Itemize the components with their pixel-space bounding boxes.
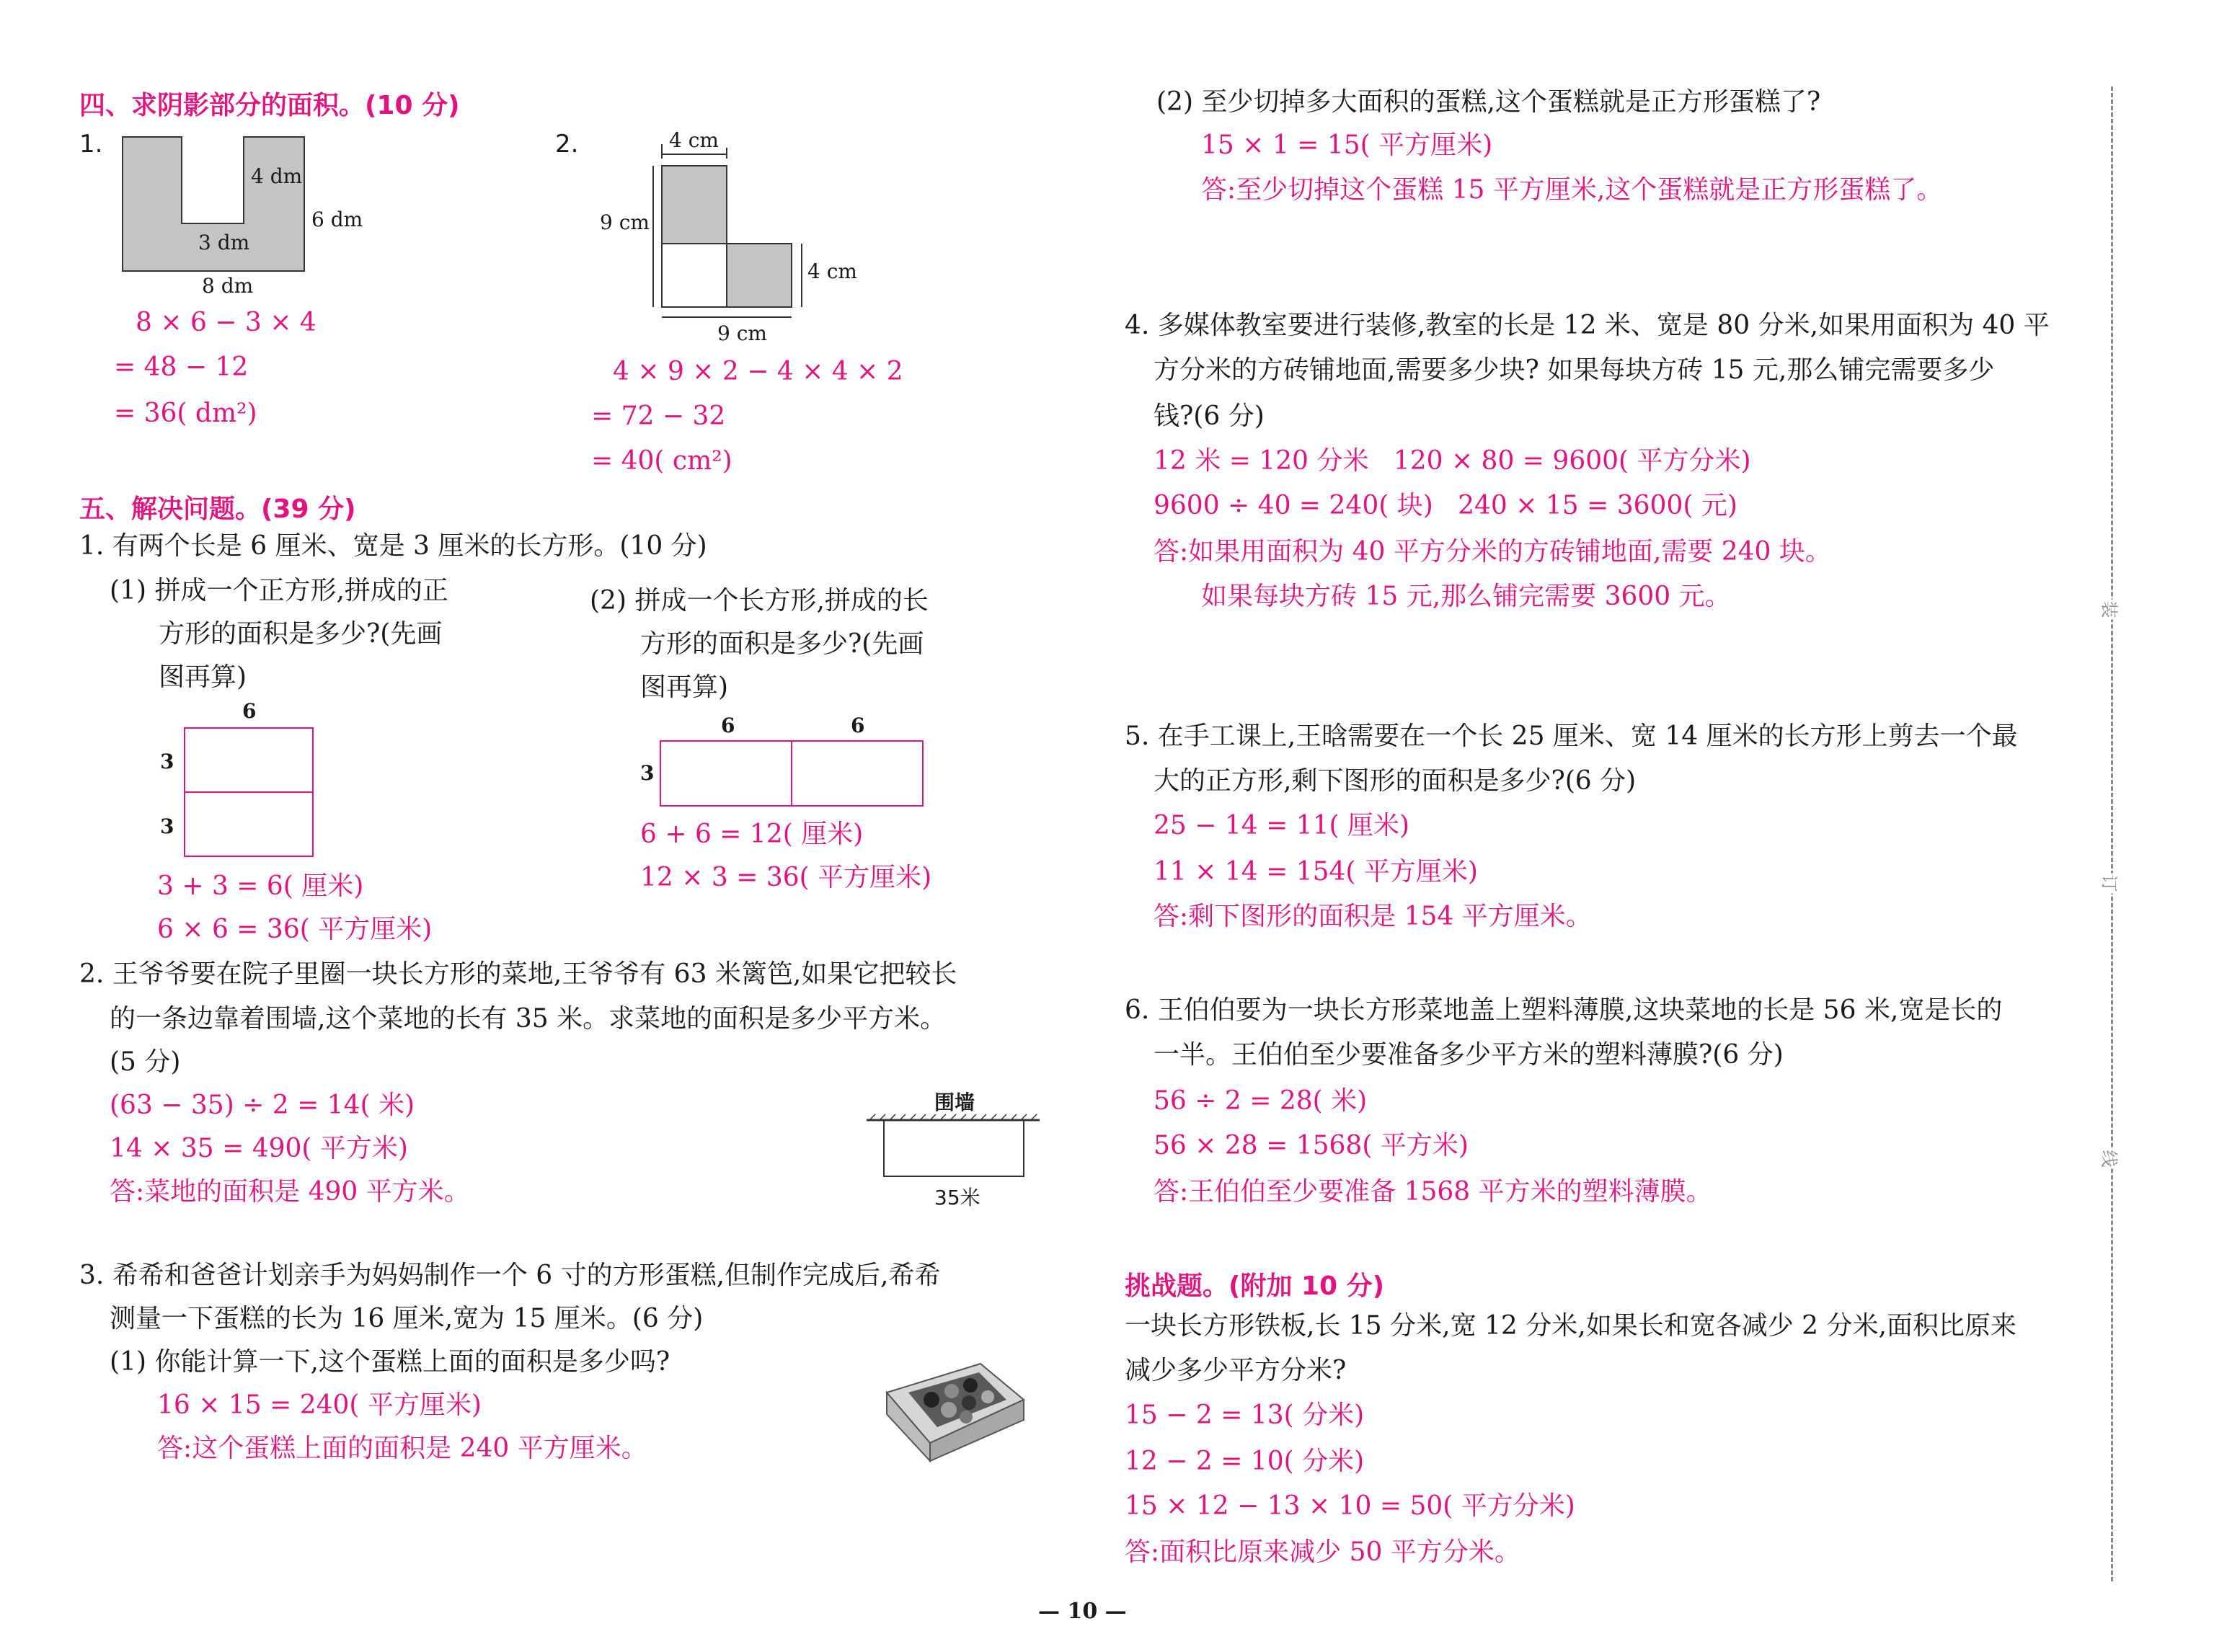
- page-number: — 10 —: [1038, 1599, 1127, 1624]
- problem-number: 1.: [79, 130, 103, 159]
- wall-label: 围墙: [934, 1091, 975, 1114]
- dim-label: 6: [721, 714, 735, 737]
- solution-line: 15 × 1 = 15( 平方厘米): [1201, 130, 1493, 160]
- label-9cm-left: 9 cm: [600, 210, 650, 234]
- q1-part2-line: 方形的面积是多少?(先画: [640, 629, 924, 659]
- answer-line: 如果每块方砖 15 元,那么铺完需要 3600 元。: [1201, 582, 1731, 611]
- question-3-line: 3. 希希和爸爸计划亲手为妈妈制作一个 6 寸的方形蛋糕,但制作完成后,希希: [79, 1261, 941, 1290]
- solution-line: 16 × 15 = 240( 平方厘米): [157, 1390, 482, 1420]
- l-shape-figure: [634, 144, 851, 332]
- answer-line: 答:菜地的面积是 490 平方米。: [110, 1177, 470, 1207]
- binding-mark: 线: [2096, 1149, 2127, 1169]
- question-4-line: 方分米的方砖铺地面,需要多少块? 如果每块方砖 15 元,那么铺完需要多少: [1154, 355, 1995, 385]
- question-6-line: 6. 王伯伯要为一块长方形菜地盖上塑料薄膜,这块菜地的长是 56 米,宽是长的: [1125, 995, 2003, 1025]
- section-5-title: 五、解决问题。(39 分): [79, 494, 356, 524]
- label-6dm: 6 dm: [311, 208, 363, 231]
- label-3dm: 3 dm: [198, 231, 250, 254]
- solution-line: 56 × 28 = 1568( 平方米): [1154, 1131, 1469, 1160]
- q1-part2-line: 图再算): [640, 672, 729, 702]
- answer-line: 答:剩下图形的面积是 154 平方厘米。: [1154, 902, 1592, 931]
- solution-line: = 48 − 12: [114, 352, 249, 382]
- q1-part2-line: (2) 拼成一个长方形,拼成的长: [590, 586, 929, 616]
- length-label: 35米: [934, 1186, 980, 1209]
- shaded-top-square: [662, 166, 727, 244]
- solution-line: 11 × 14 = 154( 平方厘米): [1154, 857, 1478, 887]
- question-2-line: 2. 王爷爷要在院子里圈一块长方形的菜地,王爷爷有 63 米篱笆,如果它把较长: [79, 959, 957, 989]
- q1-part1-line: 方形的面积是多少?(先画: [159, 619, 443, 649]
- solution-line: = 72 − 32: [591, 401, 726, 431]
- answer-line: 答:这个蛋糕上面的面积是 240 平方厘米。: [157, 1434, 647, 1463]
- label-8dm: 8 dm: [202, 274, 254, 298]
- challenge-line: 减少多少平方分米?: [1125, 1356, 1347, 1385]
- question-6-line: 一半。王伯伯至少要准备多少平方米的塑料薄膜?(6 分): [1154, 1040, 1784, 1070]
- answer-line: 答:王伯伯至少要准备 1568 平方米的塑料薄膜。: [1154, 1177, 1712, 1207]
- label-9cm-bottom: 9 cm: [717, 321, 767, 345]
- solution-line: 15 − 2 = 13( 分米): [1125, 1400, 1365, 1430]
- dim-label: 3: [160, 750, 174, 773]
- question-3-line: 测量一下蛋糕的长为 16 厘米,宽为 15 厘米。(6 分): [110, 1304, 704, 1333]
- solution-line: 3 + 3 = 6( 厘米): [157, 871, 364, 901]
- solution-line: 56 ÷ 2 = 28( 米): [1154, 1086, 1368, 1116]
- challenge-line: 一块长方形铁板,长 15 分米,宽 12 分米,如果长和宽各减少 2 分米,面积比原来: [1125, 1311, 2016, 1341]
- question-2-line: (5 分): [110, 1047, 181, 1077]
- solution-line: 12 − 2 = 10( 分米): [1125, 1447, 1365, 1476]
- solution-line: 6 + 6 = 12( 厘米): [640, 820, 864, 849]
- solution-line: = 40( cm²): [591, 446, 732, 476]
- question-1: 1. 有两个长是 6 厘米、宽是 3 厘米的长方形。(10 分): [79, 531, 707, 561]
- question-3-part1: (1) 你能计算一下,这个蛋糕上面的面积是多少吗?: [110, 1347, 670, 1377]
- question-4-line: 钱?(6 分): [1154, 401, 1265, 431]
- cake-image: [880, 1349, 1031, 1465]
- dim-label: 3: [640, 761, 655, 785]
- dim-label: 6: [851, 714, 865, 737]
- garden-diagram: [864, 1113, 1044, 1192]
- question-4-line: 4. 多媒体教室要进行装修,教室的长是 12 米、宽是 80 分米,如果用面积为 40 平: [1125, 311, 2050, 340]
- answer-line: 答:至少切掉这个蛋糕 15 平方厘米,这个蛋糕就是正方形蛋糕了。: [1201, 175, 1943, 205]
- solution-line: 12 × 3 = 36( 平方厘米): [640, 863, 932, 892]
- label-4cm-top: 4 cm: [669, 128, 719, 152]
- solution-line: 6 × 6 = 36( 平方厘米): [157, 915, 433, 944]
- question-3-part2: (2) 至少切掉多大面积的蛋糕,这个蛋糕就是正方形蛋糕了?: [1156, 87, 1821, 117]
- solution-line: = 36( dm²): [114, 399, 257, 428]
- garden-outline: [884, 1120, 1024, 1176]
- label-4dm: 4 dm: [251, 164, 303, 188]
- blank-square: [662, 244, 727, 307]
- solution-line: 9600 ÷ 40 = 240( 块) 240 × 15 = 3600( 元): [1154, 491, 1737, 520]
- answer-line: 答:面积比原来减少 50 平方分米。: [1125, 1537, 1520, 1567]
- question-5-line: 5. 在手工课上,王晗需要在一个长 25 厘米、宽 14 厘米的长方形上剪去一个最: [1125, 721, 2018, 751]
- shaded-right-square: [727, 244, 792, 307]
- dim-label: 3: [160, 814, 174, 838]
- dim-label: 6: [242, 699, 257, 723]
- challenge-title: 挑战题。(附加 10 分): [1125, 1271, 1385, 1301]
- solution-line: (63 − 35) ÷ 2 = 14( 米): [110, 1091, 415, 1120]
- binding-mark: 订: [2096, 874, 2127, 894]
- square-diagram: [183, 727, 316, 859]
- answer-line: 答:如果用面积为 40 平方分米的方砖铺地面,需要 240 块。: [1154, 537, 1831, 567]
- solution-line: 12 米 = 120 分米 120 × 80 = 9600( 平方分米): [1154, 446, 1751, 476]
- solution-line: 14 × 35 = 490( 平方米): [110, 1134, 408, 1163]
- solution-line: 4 × 9 × 2 − 4 × 4 × 2: [613, 357, 903, 386]
- binding-dashed-line: [2111, 86, 2113, 1581]
- question-5-line: 大的正方形,剩下图形的面积是多少?(6 分): [1154, 766, 1637, 796]
- q1-part1-line: (1) 拼成一个正方形,拼成的正: [110, 576, 448, 605]
- section-4-title: 四、求阴影部分的面积。(10 分): [79, 91, 460, 120]
- label-4cm-right: 4 cm: [807, 259, 857, 283]
- question-2-line: 的一条边靠着围墙,这个菜地的长有 35 米。求菜地的面积是多少平方米。: [110, 1004, 947, 1034]
- solution-line: 25 − 14 = 11( 厘米): [1154, 811, 1410, 840]
- solution-line: 15 × 12 − 13 × 10 = 50( 平方分米): [1125, 1491, 1575, 1521]
- rectangle-diagram: [659, 740, 926, 809]
- binding-mark: 装: [2096, 600, 2127, 620]
- q1-part1-line: 图再算): [159, 662, 247, 692]
- problem-number: 2.: [555, 130, 579, 159]
- solution-line: 8 × 6 − 3 × 4: [136, 308, 316, 337]
